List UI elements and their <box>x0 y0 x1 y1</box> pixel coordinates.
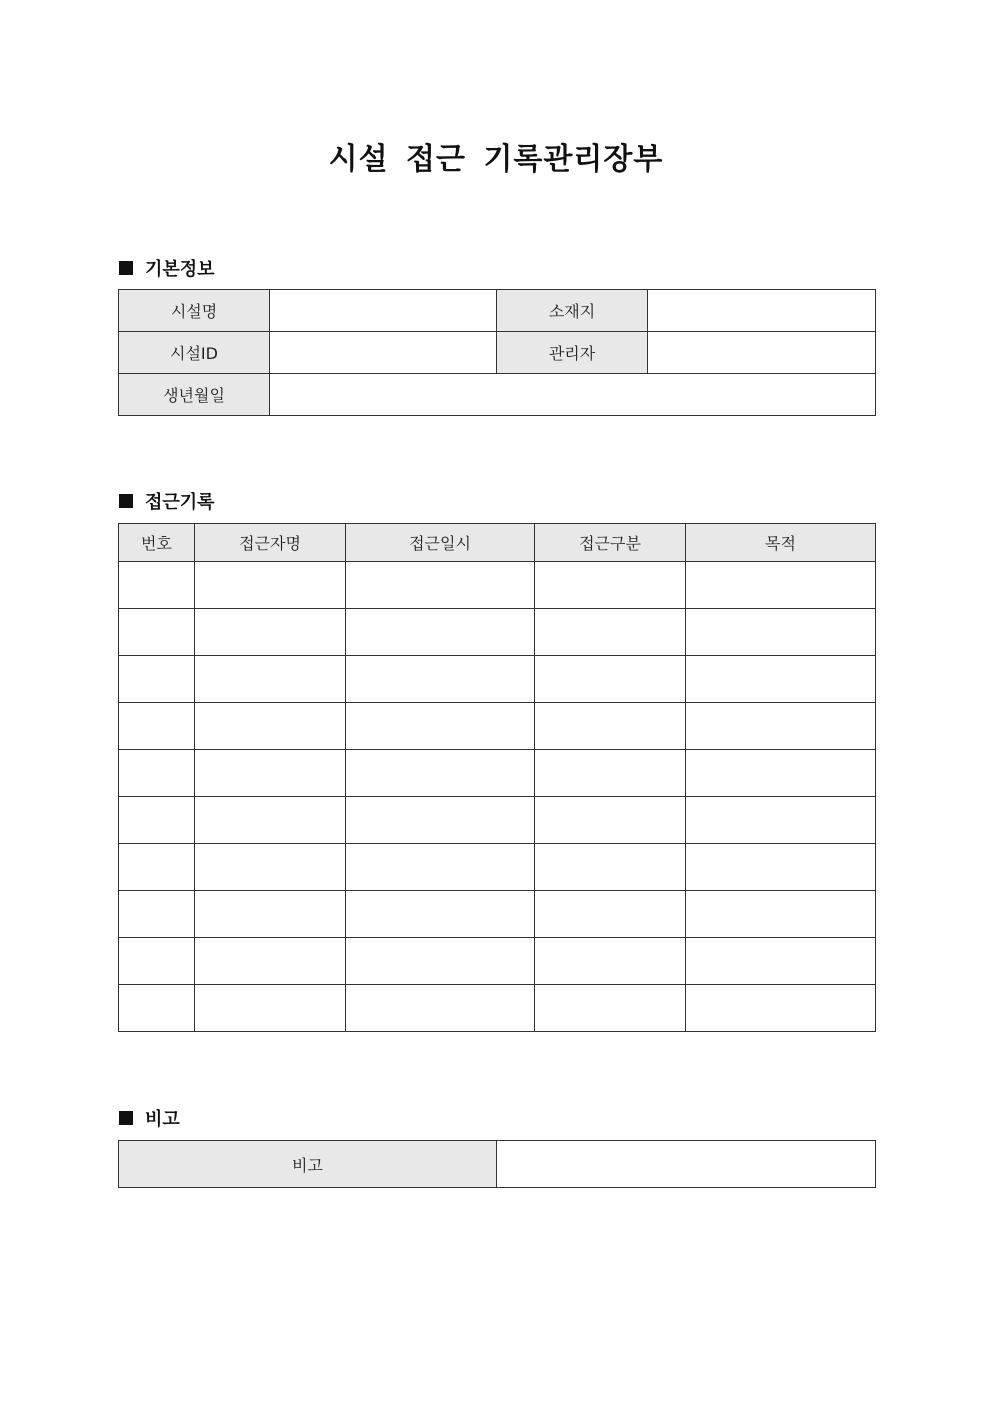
cell-accessor-name[interactable] <box>195 703 346 750</box>
cell-accessor-name[interactable] <box>195 562 346 609</box>
basic-info-row <box>119 374 876 416</box>
cell-purpose[interactable] <box>686 938 876 985</box>
table-row <box>119 562 876 609</box>
cell-access-type[interactable] <box>535 609 686 656</box>
cell-purpose[interactable] <box>686 703 876 750</box>
basic-info-table <box>118 289 876 416</box>
cell-access-datetime[interactable] <box>346 656 535 703</box>
square-bullet-icon <box>119 494 133 508</box>
cell-access-datetime[interactable] <box>346 609 535 656</box>
cell-access-datetime[interactable] <box>346 562 535 609</box>
cell-access-type[interactable] <box>535 750 686 797</box>
birth-date-label: 생년월일 <box>119 374 270 416</box>
cell-number[interactable] <box>119 985 195 1032</box>
square-bullet-icon <box>119 1111 133 1125</box>
manager-label: 관리자 <box>497 332 648 374</box>
cell-number[interactable] <box>119 891 195 938</box>
cell-accessor-name[interactable] <box>195 844 346 891</box>
location-field[interactable] <box>648 290 876 332</box>
cell-number[interactable] <box>119 562 195 609</box>
cell-access-datetime[interactable] <box>346 891 535 938</box>
cell-access-type[interactable] <box>535 938 686 985</box>
cell-accessor-name[interactable] <box>195 797 346 844</box>
cell-accessor-name[interactable] <box>195 938 346 985</box>
table-row <box>119 797 876 844</box>
facility-id-field[interactable] <box>270 332 497 374</box>
cell-purpose[interactable] <box>686 750 876 797</box>
facility-id-label: 시설ID <box>119 332 270 374</box>
location-label: 소재지 <box>497 290 648 332</box>
cell-number[interactable] <box>119 844 195 891</box>
cell-access-type[interactable] <box>535 985 686 1032</box>
cell-access-type[interactable] <box>535 891 686 938</box>
remarks-heading <box>119 1105 180 1131</box>
cell-accessor-name[interactable] <box>195 891 346 938</box>
cell-access-datetime[interactable] <box>346 938 535 985</box>
cell-purpose[interactable] <box>686 844 876 891</box>
cell-number[interactable] <box>119 797 195 844</box>
cell-number[interactable] <box>119 609 195 656</box>
column-header-access-datetime: 접근일시 <box>346 524 535 562</box>
remarks-row <box>119 1141 876 1188</box>
cell-access-type[interactable] <box>535 703 686 750</box>
access-log-header-row <box>119 524 876 562</box>
facility-name-label: 시설명 <box>119 290 270 332</box>
table-row <box>119 938 876 985</box>
remarks-heading-text: 비고 <box>145 1109 180 1130</box>
remarks-label: 비고 <box>119 1141 497 1188</box>
column-header-number: 번호 <box>119 524 195 562</box>
cell-purpose[interactable] <box>686 562 876 609</box>
table-row <box>119 985 876 1032</box>
cell-access-datetime[interactable] <box>346 750 535 797</box>
cell-accessor-name[interactable] <box>195 656 346 703</box>
basic-info-row <box>119 290 876 332</box>
cell-number[interactable] <box>119 750 195 797</box>
basic-info-heading-text: 기본정보 <box>145 259 215 280</box>
cell-number[interactable] <box>119 938 195 985</box>
cell-access-type[interactable] <box>535 797 686 844</box>
cell-accessor-name[interactable] <box>195 609 346 656</box>
cell-access-datetime[interactable] <box>346 844 535 891</box>
basic-info-heading <box>119 255 215 281</box>
table-row <box>119 891 876 938</box>
remarks-table <box>118 1140 876 1188</box>
square-bullet-icon <box>119 261 133 275</box>
cell-access-type[interactable] <box>535 844 686 891</box>
cell-number[interactable] <box>119 703 195 750</box>
table-row <box>119 609 876 656</box>
access-log-table <box>118 523 876 1032</box>
cell-accessor-name[interactable] <box>195 750 346 797</box>
cell-purpose[interactable] <box>686 656 876 703</box>
cell-purpose[interactable] <box>686 985 876 1032</box>
cell-access-type[interactable] <box>535 562 686 609</box>
column-header-accessor-name: 접근자명 <box>195 524 346 562</box>
facility-name-field[interactable] <box>270 290 497 332</box>
cell-number[interactable] <box>119 656 195 703</box>
table-row <box>119 703 876 750</box>
cell-purpose[interactable] <box>686 797 876 844</box>
cell-access-datetime[interactable] <box>346 797 535 844</box>
birth-date-field[interactable] <box>270 374 876 416</box>
access-log-heading <box>119 488 215 514</box>
cell-purpose[interactable] <box>686 891 876 938</box>
cell-accessor-name[interactable] <box>195 985 346 1032</box>
column-header-purpose: 목적 <box>686 524 876 562</box>
cell-access-type[interactable] <box>535 656 686 703</box>
access-log-heading-text: 접근기록 <box>145 492 215 513</box>
table-row <box>119 750 876 797</box>
table-row <box>119 656 876 703</box>
cell-access-datetime[interactable] <box>346 703 535 750</box>
basic-info-row <box>119 332 876 374</box>
table-row <box>119 844 876 891</box>
manager-field[interactable] <box>648 332 876 374</box>
document-title: 시설 접근 기록관리장부 <box>328 142 664 177</box>
column-header-access-type: 접근구분 <box>535 524 686 562</box>
cell-purpose[interactable] <box>686 609 876 656</box>
remarks-field[interactable] <box>497 1141 876 1188</box>
cell-access-datetime[interactable] <box>346 985 535 1032</box>
